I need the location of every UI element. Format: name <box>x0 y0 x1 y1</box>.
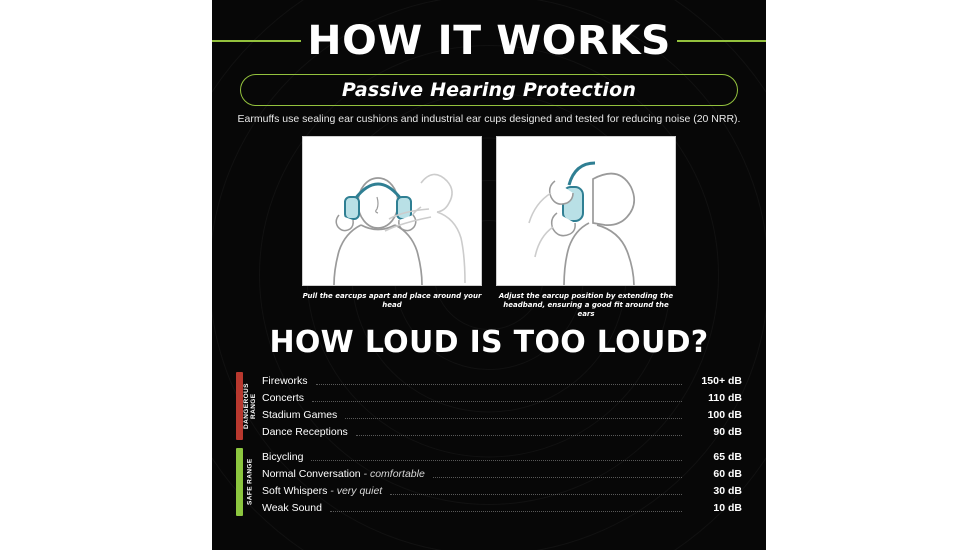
group-label-dangerous: DANGEROUS RANGE <box>243 383 257 429</box>
group-bar-dangerous <box>236 372 243 440</box>
row-value: 90 dB <box>713 425 742 438</box>
group-label-safe: SAFE RANGE <box>246 458 254 506</box>
row-note: - comfortable <box>360 467 425 480</box>
loudness-rows-dangerous <box>262 372 742 440</box>
poster-panel <box>212 0 766 550</box>
table-row <box>262 389 742 406</box>
row-name: Stadium Games <box>262 408 338 421</box>
loudness-group-safe <box>236 448 742 516</box>
row-dot-leader <box>390 486 682 495</box>
row-name: Bicycling <box>262 450 304 463</box>
table-row <box>262 448 742 465</box>
row-value: 150+ dB <box>701 374 742 387</box>
row-name: Normal Conversation - comfortable <box>262 467 425 480</box>
person-adjusting-earcup-illustration <box>497 137 676 286</box>
table-row <box>262 406 742 423</box>
row-value: 60 dB <box>713 467 742 480</box>
table-row <box>262 372 742 389</box>
title-row <box>212 18 766 64</box>
table-row <box>262 482 742 499</box>
row-value: 110 dB <box>708 391 742 404</box>
title-rule-left <box>212 40 301 42</box>
row-dot-leader <box>311 452 682 461</box>
loudness-table <box>236 372 742 516</box>
table-row <box>262 423 742 440</box>
group-bar-safe <box>236 448 243 516</box>
row-name: Fireworks <box>262 374 308 387</box>
row-dot-leader <box>433 469 682 478</box>
row-dot-leader <box>316 376 682 385</box>
section-lead-text: Earmuffs use sealing ear cushions and industrial ear cups designed and tested for reducing noise (20 NRR). <box>237 113 741 125</box>
row-name: Soft Whispers - very quiet <box>262 484 383 497</box>
person-wearing-earmuffs-illustration <box>303 137 482 286</box>
row-name: Concerts <box>262 391 305 404</box>
page-title: HOW IT WORKS <box>307 18 671 64</box>
row-dot-leader <box>356 427 682 436</box>
title-rule-right <box>677 40 766 42</box>
row-value: 10 dB <box>713 501 742 514</box>
row-dot-leader <box>345 410 682 419</box>
row-dot-leader <box>312 393 682 402</box>
illustration-caption-2: Adjust the earcup position by extending the headband, ensuring a good fit around the ears <box>498 292 674 318</box>
illustration-panels <box>302 136 676 319</box>
row-value: 65 dB <box>713 450 742 463</box>
earmuff-placement-illustration <box>302 136 482 286</box>
row-value: 100 dB <box>707 408 742 421</box>
row-name: Weak Sound <box>262 501 322 514</box>
row-note: - very quiet <box>327 484 383 497</box>
earcup-adjust-illustration <box>496 136 676 286</box>
row-dot-leader <box>330 503 682 512</box>
table-row <box>262 499 742 516</box>
section-pill-label: Passive Hearing Protection <box>341 79 637 101</box>
section-pill-passive-hearing-protection <box>240 74 738 106</box>
table-row <box>262 465 742 482</box>
illustration-panel-2 <box>496 136 676 319</box>
loudness-group-dangerous <box>236 372 742 440</box>
illustration-caption-1: Pull the earcups apart and place around your head <box>302 292 482 309</box>
row-name: Dance Receptions <box>262 425 348 438</box>
row-value: 30 dB <box>713 484 742 497</box>
loudness-rows-safe <box>262 448 742 516</box>
section-title-how-loud: HOW LOUD IS TOO LOUD? <box>269 325 709 360</box>
illustration-panel-1 <box>302 136 482 319</box>
group-spacer <box>236 440 742 448</box>
